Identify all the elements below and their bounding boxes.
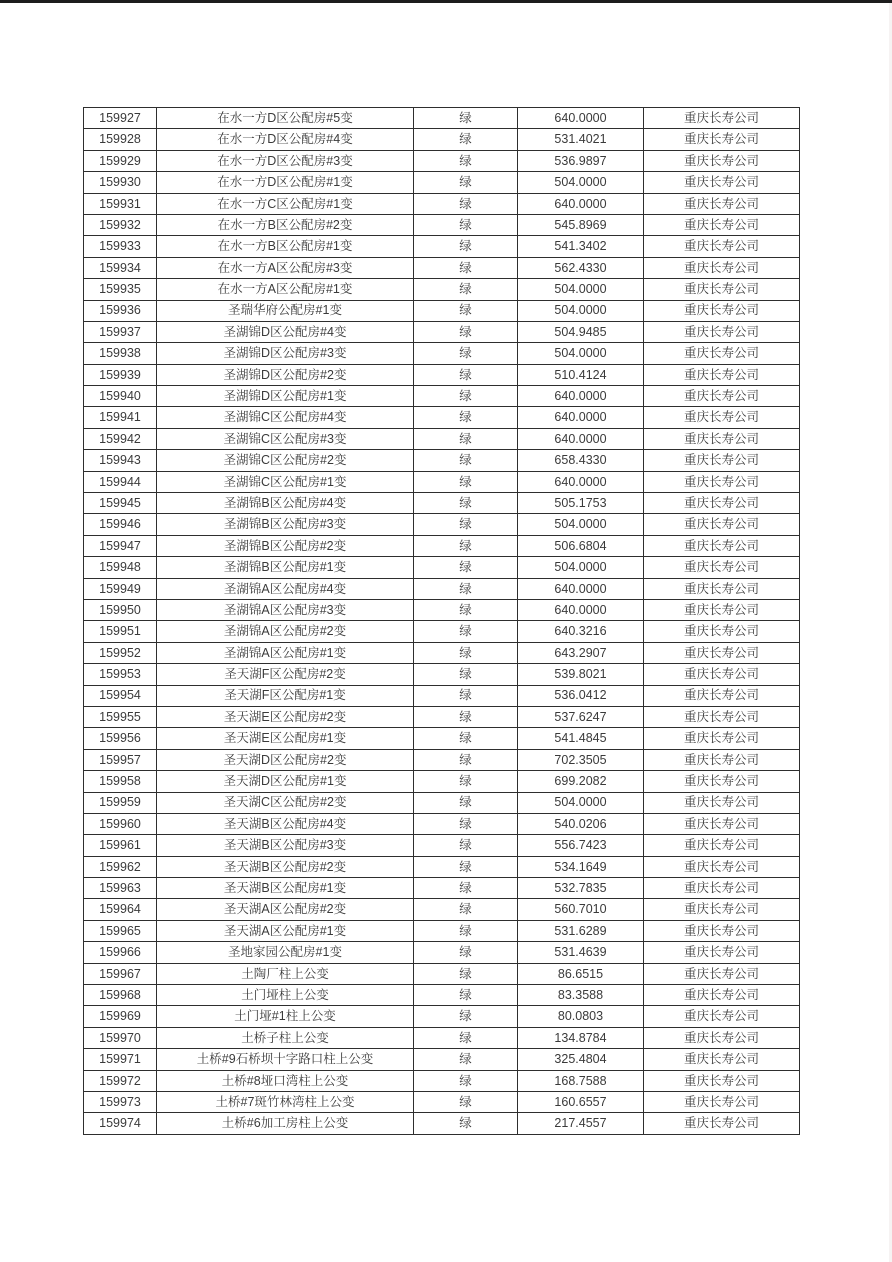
cell-company: 重庆长寿公司 bbox=[644, 920, 800, 941]
table-row bbox=[84, 300, 800, 321]
table-row bbox=[84, 407, 800, 428]
cell-value: 217.4557 bbox=[518, 1113, 644, 1134]
cell-id: 159961 bbox=[84, 835, 157, 856]
table-row bbox=[84, 728, 800, 749]
cell-id: 159952 bbox=[84, 642, 157, 663]
cell-id: 159937 bbox=[84, 321, 157, 342]
table-row bbox=[84, 578, 800, 599]
table-row bbox=[84, 279, 800, 300]
table-row bbox=[84, 642, 800, 663]
cell-id: 159964 bbox=[84, 899, 157, 920]
cell-company: 重庆长寿公司 bbox=[644, 621, 800, 642]
cell-id: 159951 bbox=[84, 621, 157, 642]
table-row bbox=[84, 920, 800, 941]
cell-name: 在水一方B区公配房#2变 bbox=[157, 214, 414, 235]
cell-status: 绿 bbox=[414, 407, 518, 428]
cell-id: 159974 bbox=[84, 1113, 157, 1134]
cell-id: 159929 bbox=[84, 150, 157, 171]
cell-value: 699.2082 bbox=[518, 771, 644, 792]
table-row bbox=[84, 535, 800, 556]
cell-status: 绿 bbox=[414, 578, 518, 599]
cell-company: 重庆长寿公司 bbox=[644, 514, 800, 535]
cell-status: 绿 bbox=[414, 771, 518, 792]
cell-value: 640.3216 bbox=[518, 621, 644, 642]
table-row bbox=[84, 108, 800, 129]
cell-id: 159933 bbox=[84, 236, 157, 257]
cell-company: 重庆长寿公司 bbox=[644, 321, 800, 342]
cell-company: 重庆长寿公司 bbox=[644, 493, 800, 514]
cell-company: 重庆长寿公司 bbox=[644, 557, 800, 578]
cell-company: 重庆长寿公司 bbox=[644, 1027, 800, 1048]
cell-value: 168.7588 bbox=[518, 1070, 644, 1091]
cell-value: 83.3588 bbox=[518, 985, 644, 1006]
cell-name: 圣天湖B区公配房#4变 bbox=[157, 813, 414, 834]
table-row bbox=[84, 386, 800, 407]
cell-name: 在水一方A区公配房#3变 bbox=[157, 257, 414, 278]
cell-id: 159967 bbox=[84, 963, 157, 984]
table-row bbox=[84, 1070, 800, 1091]
table-row bbox=[84, 685, 800, 706]
cell-company: 重庆长寿公司 bbox=[644, 386, 800, 407]
cell-name: 圣湖锦C区公配房#4变 bbox=[157, 407, 414, 428]
cell-status: 绿 bbox=[414, 792, 518, 813]
cell-company: 重庆长寿公司 bbox=[644, 129, 800, 150]
cell-value: 541.4845 bbox=[518, 728, 644, 749]
table-row bbox=[84, 771, 800, 792]
cell-value: 531.4021 bbox=[518, 129, 644, 150]
table-row bbox=[84, 599, 800, 620]
cell-id: 159969 bbox=[84, 1006, 157, 1027]
cell-name: 圣天湖E区公配房#2变 bbox=[157, 706, 414, 727]
table-row bbox=[84, 963, 800, 984]
cell-id: 159935 bbox=[84, 279, 157, 300]
cell-value: 504.0000 bbox=[518, 172, 644, 193]
cell-company: 重庆长寿公司 bbox=[644, 1091, 800, 1112]
cell-value: 160.6557 bbox=[518, 1091, 644, 1112]
cell-name: 圣湖锦B区公配房#3变 bbox=[157, 514, 414, 535]
table-row bbox=[84, 1006, 800, 1027]
cell-status: 绿 bbox=[414, 150, 518, 171]
cell-status: 绿 bbox=[414, 557, 518, 578]
cell-id: 159927 bbox=[84, 108, 157, 129]
cell-id: 159950 bbox=[84, 599, 157, 620]
cell-company: 重庆长寿公司 bbox=[644, 236, 800, 257]
cell-company: 重庆长寿公司 bbox=[644, 685, 800, 706]
table-row bbox=[84, 1027, 800, 1048]
table-row bbox=[84, 792, 800, 813]
cell-id: 159949 bbox=[84, 578, 157, 599]
cell-status: 绿 bbox=[414, 193, 518, 214]
cell-company: 重庆长寿公司 bbox=[644, 364, 800, 385]
cell-status: 绿 bbox=[414, 1070, 518, 1091]
table-row bbox=[84, 257, 800, 278]
cell-id: 159941 bbox=[84, 407, 157, 428]
table-row bbox=[84, 343, 800, 364]
table-row bbox=[84, 193, 800, 214]
cell-value: 640.0000 bbox=[518, 471, 644, 492]
cell-value: 86.6515 bbox=[518, 963, 644, 984]
cell-company: 重庆长寿公司 bbox=[644, 642, 800, 663]
cell-status: 绿 bbox=[414, 129, 518, 150]
cell-value: 504.9485 bbox=[518, 321, 644, 342]
cell-name: 土桥#7斑竹林湾柱上公变 bbox=[157, 1091, 414, 1112]
cell-id: 159938 bbox=[84, 343, 157, 364]
cell-value: 504.0000 bbox=[518, 279, 644, 300]
cell-status: 绿 bbox=[414, 1049, 518, 1070]
cell-id: 159944 bbox=[84, 471, 157, 492]
cell-status: 绿 bbox=[414, 878, 518, 899]
cell-value: 536.0412 bbox=[518, 685, 644, 706]
cell-value: 505.1753 bbox=[518, 493, 644, 514]
cell-name: 圣天湖E区公配房#1变 bbox=[157, 728, 414, 749]
cell-value: 640.0000 bbox=[518, 108, 644, 129]
cell-name: 在水一方D区公配房#4变 bbox=[157, 129, 414, 150]
cell-value: 562.4330 bbox=[518, 257, 644, 278]
cell-value: 545.8969 bbox=[518, 214, 644, 235]
cell-status: 绿 bbox=[414, 535, 518, 556]
cell-status: 绿 bbox=[414, 321, 518, 342]
cell-value: 534.1649 bbox=[518, 856, 644, 877]
cell-company: 重庆长寿公司 bbox=[644, 214, 800, 235]
cell-value: 640.0000 bbox=[518, 599, 644, 620]
cell-name: 在水一方A区公配房#1变 bbox=[157, 279, 414, 300]
cell-id: 159954 bbox=[84, 685, 157, 706]
cell-status: 绿 bbox=[414, 214, 518, 235]
cell-status: 绿 bbox=[414, 1091, 518, 1112]
cell-status: 绿 bbox=[414, 685, 518, 706]
cell-status: 绿 bbox=[414, 749, 518, 770]
cell-name: 圣湖锦C区公配房#2变 bbox=[157, 450, 414, 471]
cell-id: 159942 bbox=[84, 428, 157, 449]
cell-status: 绿 bbox=[414, 621, 518, 642]
cell-company: 重庆长寿公司 bbox=[644, 471, 800, 492]
cell-value: 80.0803 bbox=[518, 1006, 644, 1027]
cell-status: 绿 bbox=[414, 514, 518, 535]
cell-status: 绿 bbox=[414, 856, 518, 877]
cell-id: 159936 bbox=[84, 300, 157, 321]
table-row bbox=[84, 856, 800, 877]
cell-status: 绿 bbox=[414, 343, 518, 364]
cell-name: 圣瑞华府公配房#1变 bbox=[157, 300, 414, 321]
cell-name: 在水一方D区公配房#3变 bbox=[157, 150, 414, 171]
cell-company: 重庆长寿公司 bbox=[644, 856, 800, 877]
table-row bbox=[84, 1113, 800, 1134]
cell-value: 531.6289 bbox=[518, 920, 644, 941]
cell-company: 重庆长寿公司 bbox=[644, 108, 800, 129]
cell-name: 圣天湖C区公配房#2变 bbox=[157, 792, 414, 813]
cell-name: 圣天湖D区公配房#1变 bbox=[157, 771, 414, 792]
cell-company: 重庆长寿公司 bbox=[644, 749, 800, 770]
cell-company: 重庆长寿公司 bbox=[644, 728, 800, 749]
cell-company: 重庆长寿公司 bbox=[644, 835, 800, 856]
cell-status: 绿 bbox=[414, 1006, 518, 1027]
cell-id: 159931 bbox=[84, 193, 157, 214]
cell-status: 绿 bbox=[414, 599, 518, 620]
cell-company: 重庆长寿公司 bbox=[644, 1049, 800, 1070]
cell-name: 土门垭柱上公变 bbox=[157, 985, 414, 1006]
cell-id: 159963 bbox=[84, 878, 157, 899]
cell-name: 圣天湖B区公配房#2变 bbox=[157, 856, 414, 877]
cell-value: 506.6804 bbox=[518, 535, 644, 556]
cell-id: 159947 bbox=[84, 535, 157, 556]
cell-id: 159971 bbox=[84, 1049, 157, 1070]
cell-name: 土陶厂柱上公变 bbox=[157, 963, 414, 984]
cell-name: 圣天湖F区公配房#2变 bbox=[157, 664, 414, 685]
cell-value: 504.0000 bbox=[518, 557, 644, 578]
table-row bbox=[84, 621, 800, 642]
cell-name: 土桥子柱上公变 bbox=[157, 1027, 414, 1048]
cell-name: 圣天湖D区公配房#2变 bbox=[157, 749, 414, 770]
table-row bbox=[84, 450, 800, 471]
cell-status: 绿 bbox=[414, 300, 518, 321]
cell-company: 重庆长寿公司 bbox=[644, 899, 800, 920]
cell-company: 重庆长寿公司 bbox=[644, 279, 800, 300]
cell-id: 159939 bbox=[84, 364, 157, 385]
cell-name: 圣地家园公配房#1变 bbox=[157, 942, 414, 963]
cell-id: 159953 bbox=[84, 664, 157, 685]
cell-status: 绿 bbox=[414, 664, 518, 685]
cell-value: 504.0000 bbox=[518, 792, 644, 813]
cell-status: 绿 bbox=[414, 985, 518, 1006]
cell-id: 159959 bbox=[84, 792, 157, 813]
cell-status: 绿 bbox=[414, 835, 518, 856]
cell-name: 圣天湖A区公配房#2变 bbox=[157, 899, 414, 920]
cell-company: 重庆长寿公司 bbox=[644, 599, 800, 620]
cell-name: 圣湖锦A区公配房#3变 bbox=[157, 599, 414, 620]
cell-value: 643.2907 bbox=[518, 642, 644, 663]
cell-value: 540.0206 bbox=[518, 813, 644, 834]
cell-company: 重庆长寿公司 bbox=[644, 878, 800, 899]
cell-status: 绿 bbox=[414, 386, 518, 407]
cell-name: 圣湖锦D区公配房#3变 bbox=[157, 343, 414, 364]
cell-status: 绿 bbox=[414, 899, 518, 920]
cell-company: 重庆长寿公司 bbox=[644, 150, 800, 171]
cell-id: 159934 bbox=[84, 257, 157, 278]
cell-id: 159972 bbox=[84, 1070, 157, 1091]
cell-id: 159928 bbox=[84, 129, 157, 150]
cell-value: 541.3402 bbox=[518, 236, 644, 257]
cell-company: 重庆长寿公司 bbox=[644, 428, 800, 449]
cell-name: 在水一方B区公配房#1变 bbox=[157, 236, 414, 257]
cell-status: 绿 bbox=[414, 813, 518, 834]
cell-company: 重庆长寿公司 bbox=[644, 706, 800, 727]
cell-company: 重庆长寿公司 bbox=[644, 300, 800, 321]
cell-id: 159945 bbox=[84, 493, 157, 514]
cell-company: 重庆长寿公司 bbox=[644, 942, 800, 963]
cell-status: 绿 bbox=[414, 642, 518, 663]
cell-value: 658.4330 bbox=[518, 450, 644, 471]
cell-value: 640.0000 bbox=[518, 578, 644, 599]
cell-status: 绿 bbox=[414, 108, 518, 129]
cell-value: 504.0000 bbox=[518, 300, 644, 321]
cell-company: 重庆长寿公司 bbox=[644, 535, 800, 556]
cell-company: 重庆长寿公司 bbox=[644, 407, 800, 428]
cell-id: 159946 bbox=[84, 514, 157, 535]
cell-company: 重庆长寿公司 bbox=[644, 257, 800, 278]
cell-id: 159966 bbox=[84, 942, 157, 963]
cell-name: 圣湖锦B区公配房#4变 bbox=[157, 493, 414, 514]
cell-status: 绿 bbox=[414, 706, 518, 727]
cell-status: 绿 bbox=[414, 942, 518, 963]
cell-company: 重庆长寿公司 bbox=[644, 1070, 800, 1091]
cell-company: 重庆长寿公司 bbox=[644, 664, 800, 685]
cell-value: 510.4124 bbox=[518, 364, 644, 385]
table-row bbox=[84, 236, 800, 257]
table-row bbox=[84, 706, 800, 727]
cell-value: 532.7835 bbox=[518, 878, 644, 899]
cell-name: 圣天湖A区公配房#1变 bbox=[157, 920, 414, 941]
cell-name: 圣湖锦A区公配房#1变 bbox=[157, 642, 414, 663]
cell-value: 325.4804 bbox=[518, 1049, 644, 1070]
cell-name: 在水一方C区公配房#1变 bbox=[157, 193, 414, 214]
cell-id: 159955 bbox=[84, 706, 157, 727]
table-row bbox=[84, 172, 800, 193]
cell-id: 159968 bbox=[84, 985, 157, 1006]
table-row bbox=[84, 749, 800, 770]
cell-name: 土桥#9石桥坝十字路口柱上公变 bbox=[157, 1049, 414, 1070]
cell-value: 531.4639 bbox=[518, 942, 644, 963]
cell-status: 绿 bbox=[414, 963, 518, 984]
cell-company: 重庆长寿公司 bbox=[644, 193, 800, 214]
cell-name: 圣天湖B区公配房#1变 bbox=[157, 878, 414, 899]
cell-company: 重庆长寿公司 bbox=[644, 172, 800, 193]
table-row bbox=[84, 835, 800, 856]
table-row bbox=[84, 878, 800, 899]
cell-company: 重庆长寿公司 bbox=[644, 343, 800, 364]
cell-company: 重庆长寿公司 bbox=[644, 450, 800, 471]
cell-company: 重庆长寿公司 bbox=[644, 963, 800, 984]
cell-id: 159930 bbox=[84, 172, 157, 193]
cell-value: 702.3505 bbox=[518, 749, 644, 770]
cell-name: 圣天湖B区公配房#3变 bbox=[157, 835, 414, 856]
cell-value: 504.0000 bbox=[518, 343, 644, 364]
table-row bbox=[84, 1091, 800, 1112]
cell-value: 560.7010 bbox=[518, 899, 644, 920]
cell-id: 159958 bbox=[84, 771, 157, 792]
cell-name: 圣湖锦D区公配房#1变 bbox=[157, 386, 414, 407]
cell-name: 圣湖锦A区公配房#4变 bbox=[157, 578, 414, 599]
cell-id: 159960 bbox=[84, 813, 157, 834]
cell-value: 537.6247 bbox=[518, 706, 644, 727]
cell-status: 绿 bbox=[414, 428, 518, 449]
table-row bbox=[84, 364, 800, 385]
cell-value: 556.7423 bbox=[518, 835, 644, 856]
cell-company: 重庆长寿公司 bbox=[644, 813, 800, 834]
cell-name: 土门垭#1柱上公变 bbox=[157, 1006, 414, 1027]
cell-value: 536.9897 bbox=[518, 150, 644, 171]
cell-company: 重庆长寿公司 bbox=[644, 792, 800, 813]
cell-name: 圣湖锦A区公配房#2变 bbox=[157, 621, 414, 642]
cell-id: 159932 bbox=[84, 214, 157, 235]
table-row bbox=[84, 985, 800, 1006]
cell-name: 土桥#6加工房柱上公变 bbox=[157, 1113, 414, 1134]
cell-id: 159940 bbox=[84, 386, 157, 407]
table-row bbox=[84, 129, 800, 150]
table-row bbox=[84, 664, 800, 685]
cell-status: 绿 bbox=[414, 172, 518, 193]
table-row bbox=[84, 428, 800, 449]
cell-id: 159943 bbox=[84, 450, 157, 471]
table-row bbox=[84, 813, 800, 834]
cell-name: 圣湖锦C区公配房#3变 bbox=[157, 428, 414, 449]
cell-id: 159957 bbox=[84, 749, 157, 770]
cell-name: 在水一方D区公配房#5变 bbox=[157, 108, 414, 129]
cell-company: 重庆长寿公司 bbox=[644, 985, 800, 1006]
cell-id: 159962 bbox=[84, 856, 157, 877]
table-row bbox=[84, 514, 800, 535]
cell-status: 绿 bbox=[414, 279, 518, 300]
cell-name: 圣湖锦D区公配房#4变 bbox=[157, 321, 414, 342]
cell-id: 159948 bbox=[84, 557, 157, 578]
cell-value: 539.8021 bbox=[518, 664, 644, 685]
table-row bbox=[84, 321, 800, 342]
cell-status: 绿 bbox=[414, 1027, 518, 1048]
cell-value: 504.0000 bbox=[518, 514, 644, 535]
cell-company: 重庆长寿公司 bbox=[644, 1113, 800, 1134]
table-row bbox=[84, 214, 800, 235]
cell-name: 圣湖锦D区公配房#2变 bbox=[157, 364, 414, 385]
cell-name: 圣湖锦B区公配房#2变 bbox=[157, 535, 414, 556]
cell-id: 159973 bbox=[84, 1091, 157, 1112]
cell-value: 640.0000 bbox=[518, 428, 644, 449]
cell-status: 绿 bbox=[414, 728, 518, 749]
cell-status: 绿 bbox=[414, 1113, 518, 1134]
cell-status: 绿 bbox=[414, 257, 518, 278]
cell-status: 绿 bbox=[414, 450, 518, 471]
table-row bbox=[84, 899, 800, 920]
cell-status: 绿 bbox=[414, 471, 518, 492]
table-row bbox=[84, 557, 800, 578]
cell-name: 圣天湖F区公配房#1变 bbox=[157, 685, 414, 706]
cell-id: 159970 bbox=[84, 1027, 157, 1048]
cell-company: 重庆长寿公司 bbox=[644, 578, 800, 599]
cell-name: 圣湖锦C区公配房#1变 bbox=[157, 471, 414, 492]
table-row bbox=[84, 471, 800, 492]
cell-status: 绿 bbox=[414, 236, 518, 257]
cell-value: 640.0000 bbox=[518, 386, 644, 407]
cell-id: 159965 bbox=[84, 920, 157, 941]
cell-company: 重庆长寿公司 bbox=[644, 771, 800, 792]
cell-name: 土桥#8垭口湾柱上公变 bbox=[157, 1070, 414, 1091]
cell-status: 绿 bbox=[414, 364, 518, 385]
cell-id: 159956 bbox=[84, 728, 157, 749]
substation-table-body bbox=[84, 108, 800, 1135]
table-row bbox=[84, 150, 800, 171]
page-top-edge-bar bbox=[0, 0, 892, 3]
cell-value: 134.8784 bbox=[518, 1027, 644, 1048]
cell-status: 绿 bbox=[414, 920, 518, 941]
substation-table bbox=[83, 107, 800, 1135]
cell-value: 640.0000 bbox=[518, 407, 644, 428]
cell-name: 圣湖锦B区公配房#1变 bbox=[157, 557, 414, 578]
table-row bbox=[84, 1049, 800, 1070]
table-row bbox=[84, 942, 800, 963]
cell-name: 在水一方D区公配房#1变 bbox=[157, 172, 414, 193]
table-row bbox=[84, 493, 800, 514]
cell-value: 640.0000 bbox=[518, 193, 644, 214]
cell-status: 绿 bbox=[414, 493, 518, 514]
cell-company: 重庆长寿公司 bbox=[644, 1006, 800, 1027]
